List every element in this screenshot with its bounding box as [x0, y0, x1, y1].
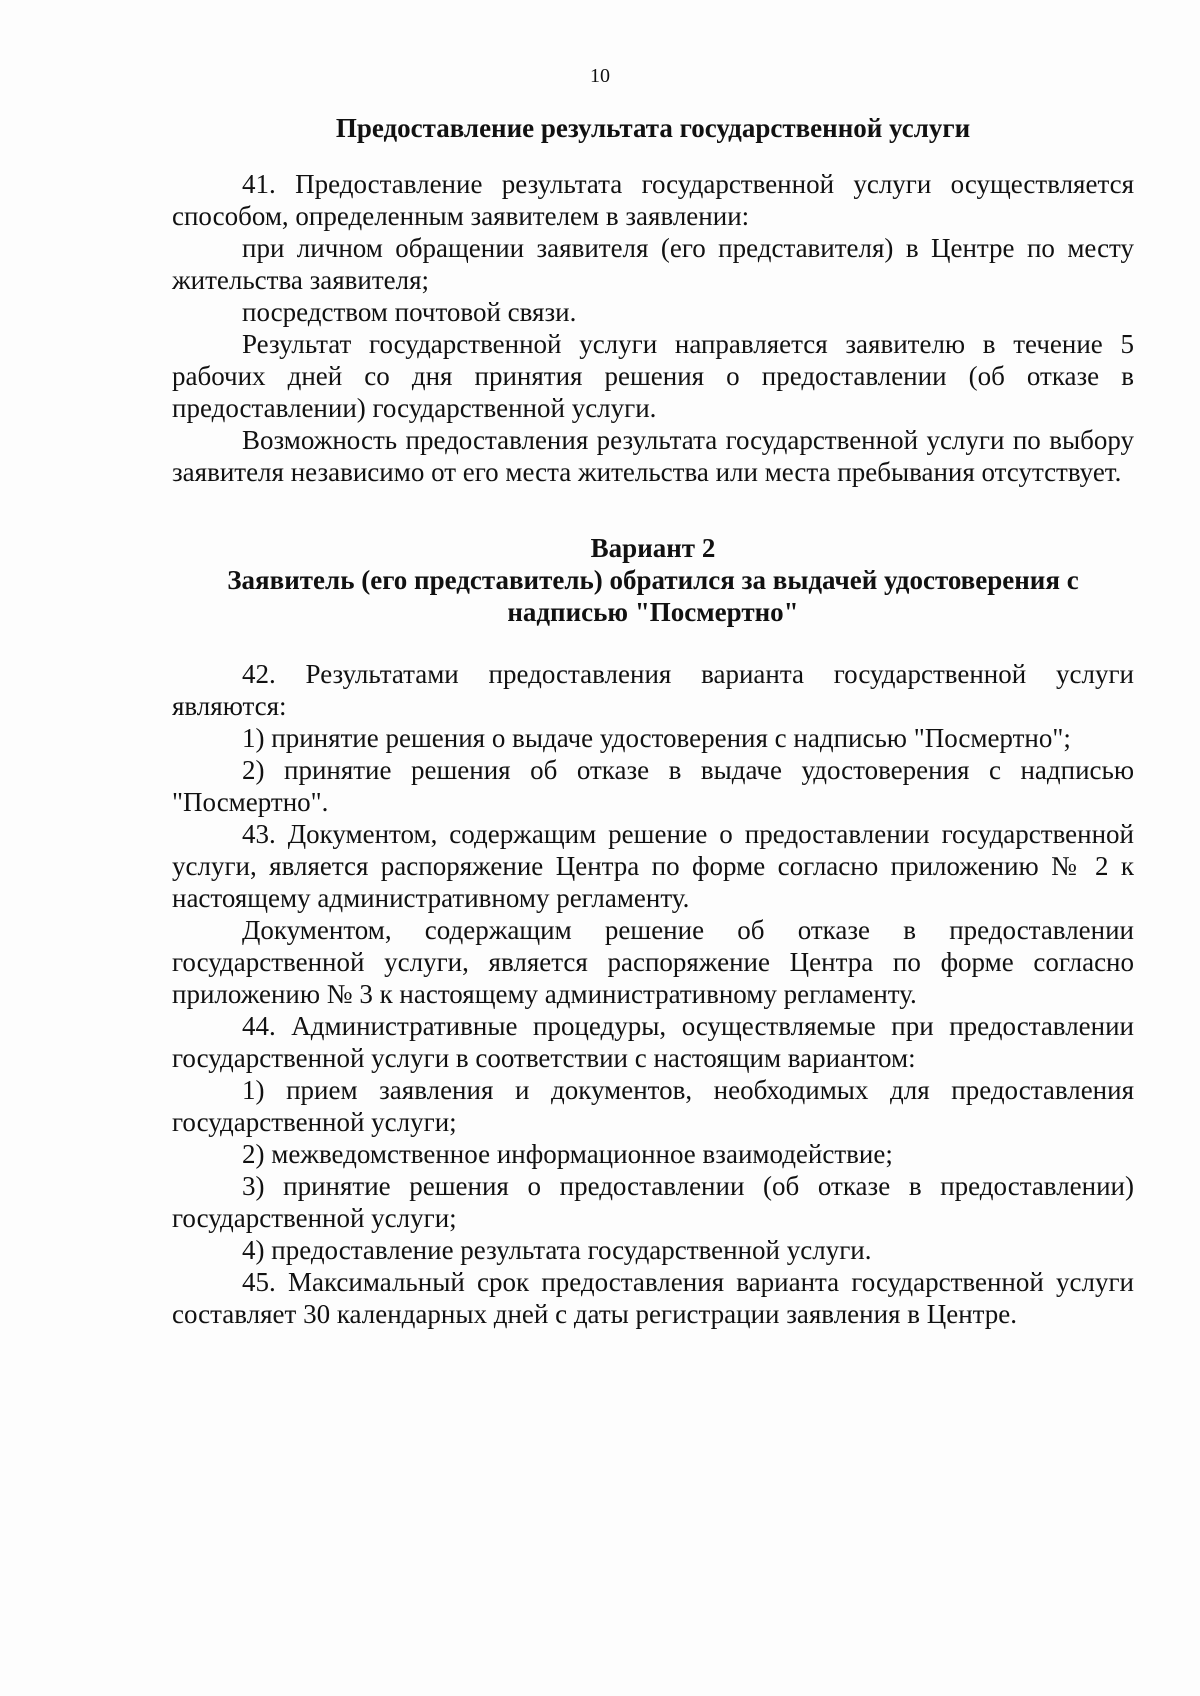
paragraph-44: 44. Административные процедуры, осуществляемые при предоставлении государственной услуги в соответствии с настоящим вариантом: — [172, 1011, 1134, 1073]
paragraph-44-item-2: 2) межведомственное информационное взаимодействие; — [242, 1139, 893, 1169]
paragraph-42-item-2: 2) принятие решения об отказе в выдаче удостоверения с надписью "Посмертно". — [172, 755, 1134, 817]
variant-subheading: Заявитель (его представитель) обратился за выдачей удостоверения с надписью "Посмертно" — [227, 565, 1079, 627]
section-heading-result: Предоставление результата государственной услуги — [335, 113, 971, 143]
page-number: 10 — [590, 65, 610, 87]
paragraph-41-personal: при личном обращении заявителя (его представителя) в Центре по месту жительства заявителя; — [172, 233, 1134, 295]
variant-heading: Вариант 2 — [590, 533, 716, 563]
paragraph-44-item-1: 1) прием заявления и документов, необходимых для предоставления государственной услуги; — [172, 1075, 1134, 1137]
paragraph-41-extraterritorial: Возможность предоставления результата государственной услуги по выбору заявителя независимо от его места жительства или места пребывания отсутствует. — [172, 425, 1134, 487]
paragraph-41-deadline: Результат государственной услуги направляется заявителю в течение 5 рабочих дней со дня принятия решения о предоставлении (об отказе в предоставлении) государственной услуги. — [172, 329, 1134, 423]
paragraph-43: 43. Документом, содержащим решение о предоставлении государственной услуги, является распоряжение Центра по форме согласно приложению № 2 к настоящему административному регламенту. — [172, 819, 1134, 913]
paragraph-43-refusal: Документом, содержащим решение об отказе в предоставлении государственной услуги, является распоряжение Центра по форме согласно приложению № 3 к настоящему административному регламенту. — [172, 915, 1134, 1009]
paragraph-44-item-4: 4) предоставление результата государственной услуги. — [242, 1235, 872, 1265]
paragraph-45: 45. Максимальный срок предоставления варианта государственной услуги составляет 30 календарных дней с даты регистрации заявления в Центре. — [172, 1267, 1134, 1329]
paragraph-42-item-1: 1) принятие решения о выдаче удостоверения с надписью "Посмертно"; — [242, 723, 1071, 753]
paragraph-42: 42. Результатами предоставления варианта государственной услуги являются: — [172, 659, 1134, 721]
document-body — [172, 112, 1134, 1330]
paragraph-41: 41. Предоставление результата государственной услуги осуществляется способом, определенным заявителем в заявлении: — [172, 169, 1134, 231]
paragraph-44-item-3: 3) принятие решения о предоставлении (об отказе в предоставлении) государственной услуги; — [172, 1171, 1134, 1233]
paragraph-41-mail: посредством почтовой связи. — [242, 297, 577, 327]
